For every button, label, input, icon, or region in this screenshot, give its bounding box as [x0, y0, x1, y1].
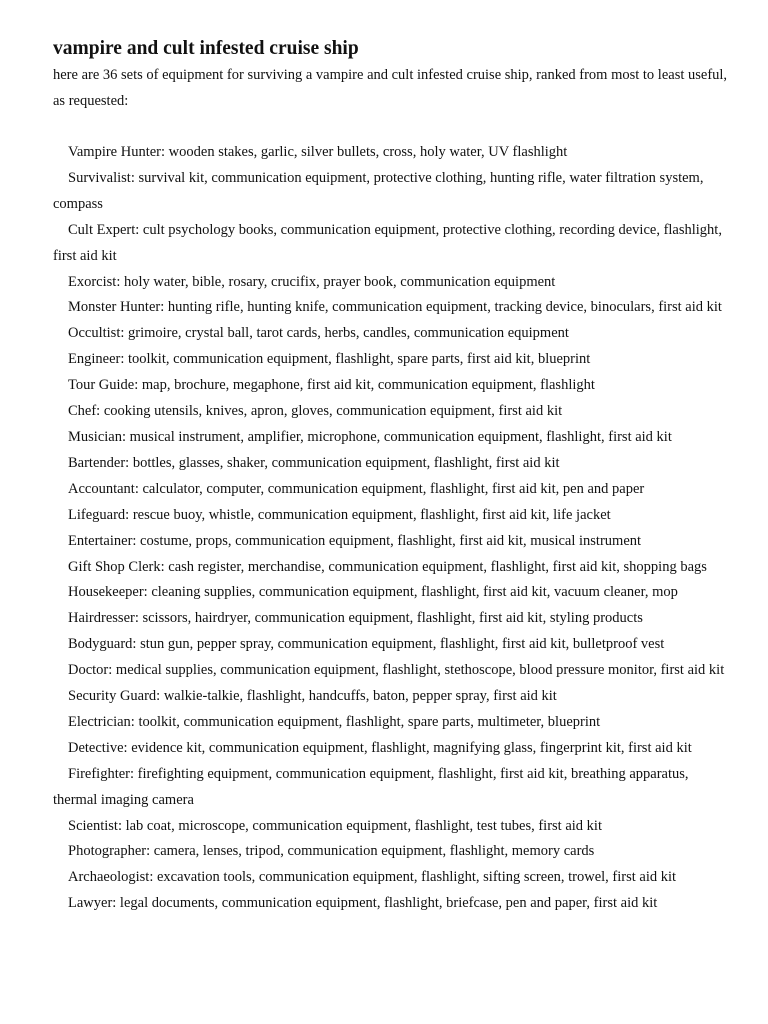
- document-title: vampire and cult infested cruise ship: [53, 38, 359, 59]
- list-item: Firefighter: firefighting equipment, communication equipment, flashlight, first aid kit, breathing apparatus, thermal imaging camera: [53, 765, 689, 808]
- list-item: Musician: musical instrument, amplifier, microphone, communication equipment, flashlight, first aid kit: [68, 428, 672, 445]
- list-item: Lifeguard: rescue buoy, whistle, communication equipment, flashlight, first aid kit, life jacket: [68, 506, 611, 523]
- list-item: Occultist: grimoire, crystal ball, tarot cards, herbs, candles, communication equipment: [68, 325, 569, 342]
- document-page: [53, 36, 733, 917]
- list-item: Entertainer: costume, props, communication equipment, flashlight, first aid kit, musical instrument: [68, 532, 642, 549]
- list-item: Archaeologist: excavation tools, communication equipment, flashlight, sifting screen, trowel, first aid kit: [68, 869, 677, 886]
- list-item: Bodyguard: stun gun, pepper spray, communication equipment, flashlight, first aid kit, bulletproof vest: [68, 636, 665, 653]
- list-item: Cult Expert: cult psychology books, communication equipment, protective clothing, recording device, flashlight, first aid kit: [53, 221, 722, 264]
- list-item: Security Guard: walkie-talkie, flashlight, handcuffs, baton, pepper spray, first aid kit: [68, 688, 557, 705]
- list-item: Gift Shop Clerk: cash register, merchandise, communication equipment, flashlight, first aid kit, shopping bags: [68, 558, 707, 575]
- list-item: Scientist: lab coat, microscope, communication equipment, flashlight, test tubes, first aid kit: [68, 817, 602, 834]
- list-item: Housekeeper: cleaning supplies, communication equipment, flashlight, first aid kit, vacuum cleaner, mop: [68, 584, 678, 601]
- intro-paragraph: here are 36 sets of equipment for surviving a vampire and cult infested cruise ship, ranked from most to least useful, as requested:: [53, 67, 728, 109]
- equipment-list: [53, 140, 733, 917]
- list-item: Accountant: calculator, computer, communication equipment, flashlight, first aid kit, pen and paper: [68, 480, 645, 497]
- list-item: Exorcist: holy water, bible, rosary, crucifix, prayer book, communication equipment: [68, 273, 556, 290]
- list-item: Doctor: medical supplies, communication equipment, flashlight, stethoscope, blood pressure monitor, first aid kit: [68, 662, 725, 679]
- list-item: Electrician: toolkit, communication equipment, flashlight, spare parts, multimeter, blueprint: [68, 713, 601, 730]
- list-item: Survivalist: survival kit, communication equipment, protective clothing, hunting rifle, water filtration system, compass: [53, 169, 704, 212]
- list-item: Monster Hunter: hunting rifle, hunting knife, communication equipment, tracking device, binoculars, first aid kit: [68, 299, 722, 316]
- list-item: Detective: evidence kit, communication equipment, flashlight, magnifying glass, fingerprint kit, first aid kit: [68, 739, 692, 756]
- list-item: Tour Guide: map, brochure, megaphone, first aid kit, communication equipment, flashlight: [68, 377, 595, 394]
- list-item: Lawyer: legal documents, communication equipment, flashlight, briefcase, pen and paper, first aid kit: [68, 895, 658, 912]
- list-item: Engineer: toolkit, communication equipment, flashlight, spare parts, first aid kit, blueprint: [68, 351, 591, 368]
- list-item: Photographer: camera, lenses, tripod, communication equipment, flashlight, memory cards: [68, 843, 595, 860]
- list-item: Vampire Hunter: wooden stakes, garlic, silver bullets, cross, holy water, UV flashlight: [68, 144, 568, 160]
- list-item: Bartender: bottles, glasses, shaker, communication equipment, flashlight, first aid kit: [68, 454, 560, 471]
- list-item: Chef: cooking utensils, knives, apron, gloves, communication equipment, first aid kit: [68, 403, 563, 420]
- list-item: Hairdresser: scissors, hairdryer, communication equipment, flashlight, first aid kit, styling products: [68, 610, 643, 627]
- paragraph-spacer: [53, 114, 733, 140]
